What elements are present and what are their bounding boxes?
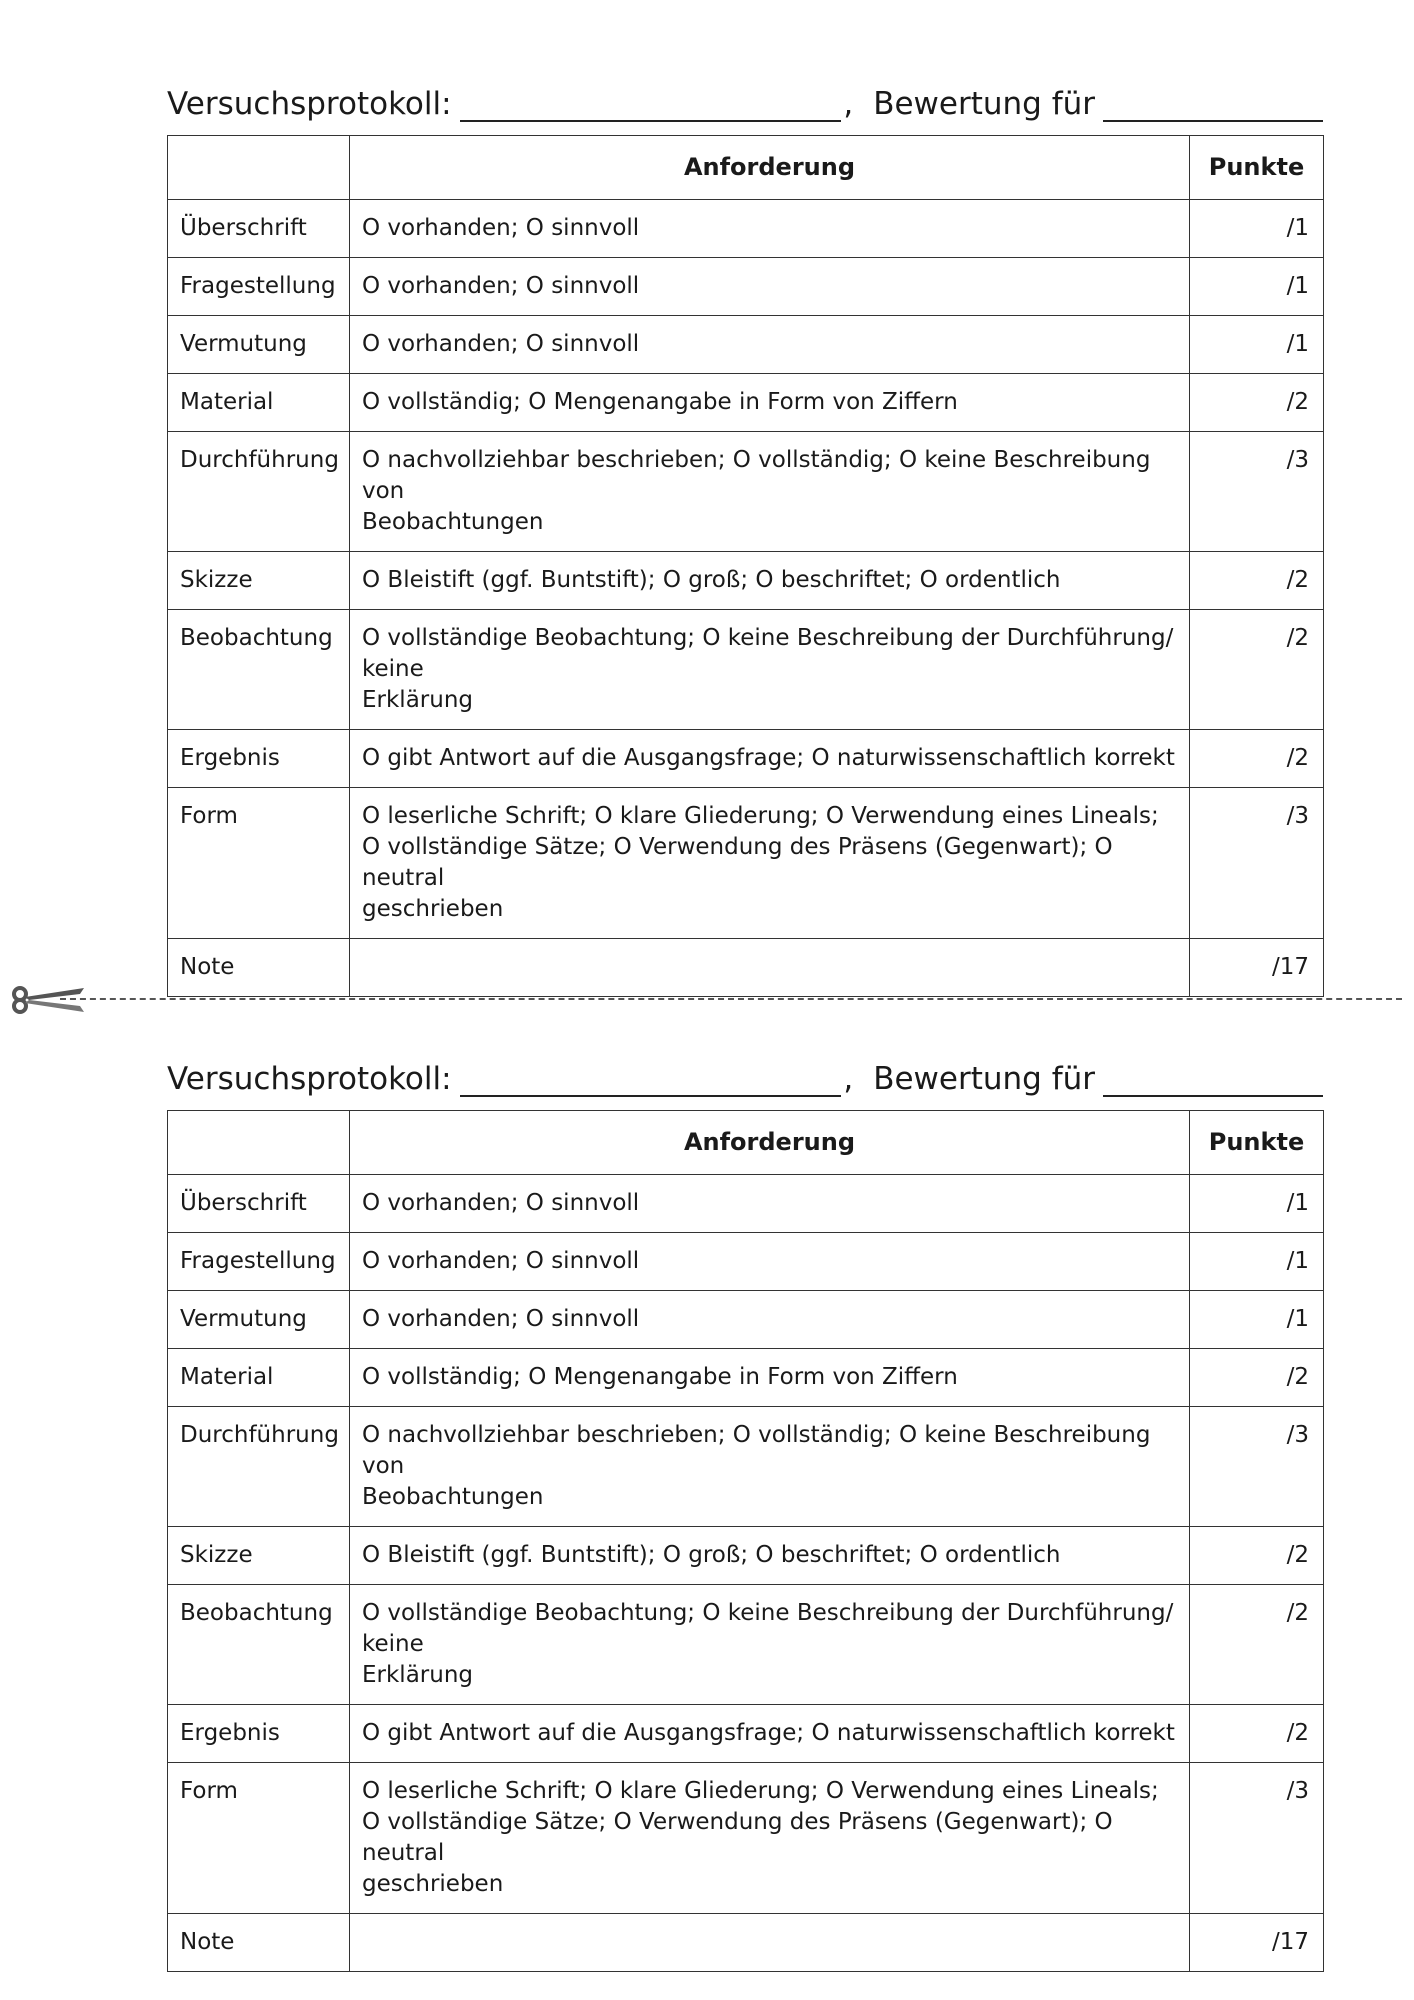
points-cell: /3 [1190, 1407, 1324, 1527]
category-cell: Ergebnis [168, 1705, 350, 1763]
table-row [168, 432, 1324, 552]
requirement-cell: O vollständig; O Mengenangabe in Form von Ziffern [350, 374, 1190, 432]
grading-table [167, 135, 1324, 997]
requirement-cell: O vorhanden; O sinnvoll [350, 1233, 1190, 1291]
header-separator: , [843, 1061, 854, 1097]
table-header-row [168, 136, 1324, 200]
total-row [168, 1914, 1324, 1972]
points-cell: /2 [1190, 552, 1324, 610]
table-row [168, 258, 1324, 316]
requirement-cell: O Bleistift (ggf. Buntstift); O groß; O beschriftet; O ordentlich [350, 1527, 1190, 1585]
requirement-header: Anforderung [350, 136, 1190, 200]
points-cell: /2 [1190, 1349, 1324, 1407]
category-cell: Ergebnis [168, 730, 350, 788]
grading-form-1 [167, 78, 1323, 997]
points-header: Punkte [1190, 1111, 1324, 1175]
grade-label: Note [168, 1914, 350, 1972]
student-name-blank[interactable] [1103, 90, 1323, 122]
requirement-cell: O vorhanden; O sinnvoll [350, 258, 1190, 316]
table-row [168, 1527, 1324, 1585]
scissors-icon [6, 985, 88, 1019]
dashed-cut-line [60, 998, 1402, 1000]
points-cell: /1 [1190, 258, 1324, 316]
grading-form-2 [167, 1053, 1323, 1972]
points-cell: /2 [1190, 1527, 1324, 1585]
total-points-cell: /17 [1190, 939, 1324, 997]
rating-label: Bewertung für [873, 1061, 1096, 1097]
points-header: Punkte [1190, 136, 1324, 200]
category-cell: Fragestellung [168, 258, 350, 316]
category-cell: Durchführung [168, 1407, 350, 1527]
protocol-label: Versuchsprotokoll: [167, 86, 452, 122]
header-separator: , [843, 86, 854, 122]
category-header [168, 136, 350, 200]
category-cell: Beobachtung [168, 610, 350, 730]
form-header [167, 78, 1323, 122]
table-row [168, 316, 1324, 374]
category-cell: Skizze [168, 1527, 350, 1585]
table-row [168, 610, 1324, 730]
requirement-cell: O leserliche Schrift; O klare Gliederung; O Verwendung eines Lineals; O vollständige Sätze; O Verwendung des Präsens (Gegenwart); O neutral geschrieben [350, 788, 1190, 939]
table-row [168, 1291, 1324, 1349]
protocol-label: Versuchsprotokoll: [167, 1061, 452, 1097]
table-row [168, 552, 1324, 610]
requirement-cell: O vorhanden; O sinnvoll [350, 316, 1190, 374]
protocol-title-blank[interactable] [460, 1065, 842, 1097]
requirement-cell: O gibt Antwort auf die Ausgangsfrage; O naturwissenschaftlich korrekt [350, 1705, 1190, 1763]
points-cell: /2 [1190, 730, 1324, 788]
points-cell: /2 [1190, 610, 1324, 730]
category-cell: Skizze [168, 552, 350, 610]
table-row [168, 1407, 1324, 1527]
points-cell: /3 [1190, 432, 1324, 552]
grading-table [167, 1110, 1324, 1972]
category-cell: Material [168, 1349, 350, 1407]
category-cell: Durchführung [168, 432, 350, 552]
requirement-cell: O vorhanden; O sinnvoll [350, 1291, 1190, 1349]
rating-label: Bewertung für [873, 86, 1096, 122]
requirement-cell: O vollständige Beobachtung; O keine Beschreibung der Durchführung/ keine Erklärung [350, 610, 1190, 730]
requirement-cell: O vorhanden; O sinnvoll [350, 1175, 1190, 1233]
category-cell: Vermutung [168, 316, 350, 374]
table-row [168, 788, 1324, 939]
requirement-cell: O nachvollziehbar beschrieben; O vollständig; O keine Beschreibung von Beobachtungen [350, 1407, 1190, 1527]
points-cell: /2 [1190, 374, 1324, 432]
requirement-cell: O nachvollziehbar beschrieben; O vollständig; O keine Beschreibung von Beobachtungen [350, 432, 1190, 552]
protocol-title-blank[interactable] [460, 90, 842, 122]
grade-entry-cell[interactable] [350, 1914, 1190, 1972]
category-cell: Überschrift [168, 200, 350, 258]
category-cell: Vermutung [168, 1291, 350, 1349]
total-points-cell: /17 [1190, 1914, 1324, 1972]
table-row [168, 1763, 1324, 1914]
category-header [168, 1111, 350, 1175]
form-header [167, 1053, 1323, 1097]
table-row [168, 374, 1324, 432]
table-header-row [168, 1111, 1324, 1175]
grade-label: Note [168, 939, 350, 997]
points-cell: /3 [1190, 1763, 1324, 1914]
points-cell: /1 [1190, 1233, 1324, 1291]
category-cell: Überschrift [168, 1175, 350, 1233]
points-cell: /1 [1190, 316, 1324, 374]
category-cell: Material [168, 374, 350, 432]
table-row [168, 1175, 1324, 1233]
requirement-header: Anforderung [350, 1111, 1190, 1175]
table-row [168, 1705, 1324, 1763]
table-row [168, 200, 1324, 258]
student-name-blank[interactable] [1103, 1065, 1323, 1097]
requirement-cell: O vorhanden; O sinnvoll [350, 200, 1190, 258]
requirement-cell: O vollständig; O Mengenangabe in Form von Ziffern [350, 1349, 1190, 1407]
points-cell: /3 [1190, 788, 1324, 939]
requirement-cell: O Bleistift (ggf. Buntstift); O groß; O beschriftet; O ordentlich [350, 552, 1190, 610]
points-cell: /1 [1190, 1175, 1324, 1233]
table-row [168, 1585, 1324, 1705]
cut-line [0, 985, 1414, 1015]
points-cell: /2 [1190, 1705, 1324, 1763]
table-row [168, 1233, 1324, 1291]
category-cell: Form [168, 788, 350, 939]
points-cell: /1 [1190, 200, 1324, 258]
requirement-cell: O vollständige Beobachtung; O keine Beschreibung der Durchführung/ keine Erklärung [350, 1585, 1190, 1705]
requirement-cell: O gibt Antwort auf die Ausgangsfrage; O naturwissenschaftlich korrekt [350, 730, 1190, 788]
points-cell: /1 [1190, 1291, 1324, 1349]
requirement-cell: O leserliche Schrift; O klare Gliederung; O Verwendung eines Lineals; O vollständige Sätze; O Verwendung des Präsens (Gegenwart); O neutral geschrieben [350, 1763, 1190, 1914]
category-cell: Beobachtung [168, 1585, 350, 1705]
category-cell: Form [168, 1763, 350, 1914]
table-row [168, 1349, 1324, 1407]
points-cell: /2 [1190, 1585, 1324, 1705]
category-cell: Fragestellung [168, 1233, 350, 1291]
table-row [168, 730, 1324, 788]
